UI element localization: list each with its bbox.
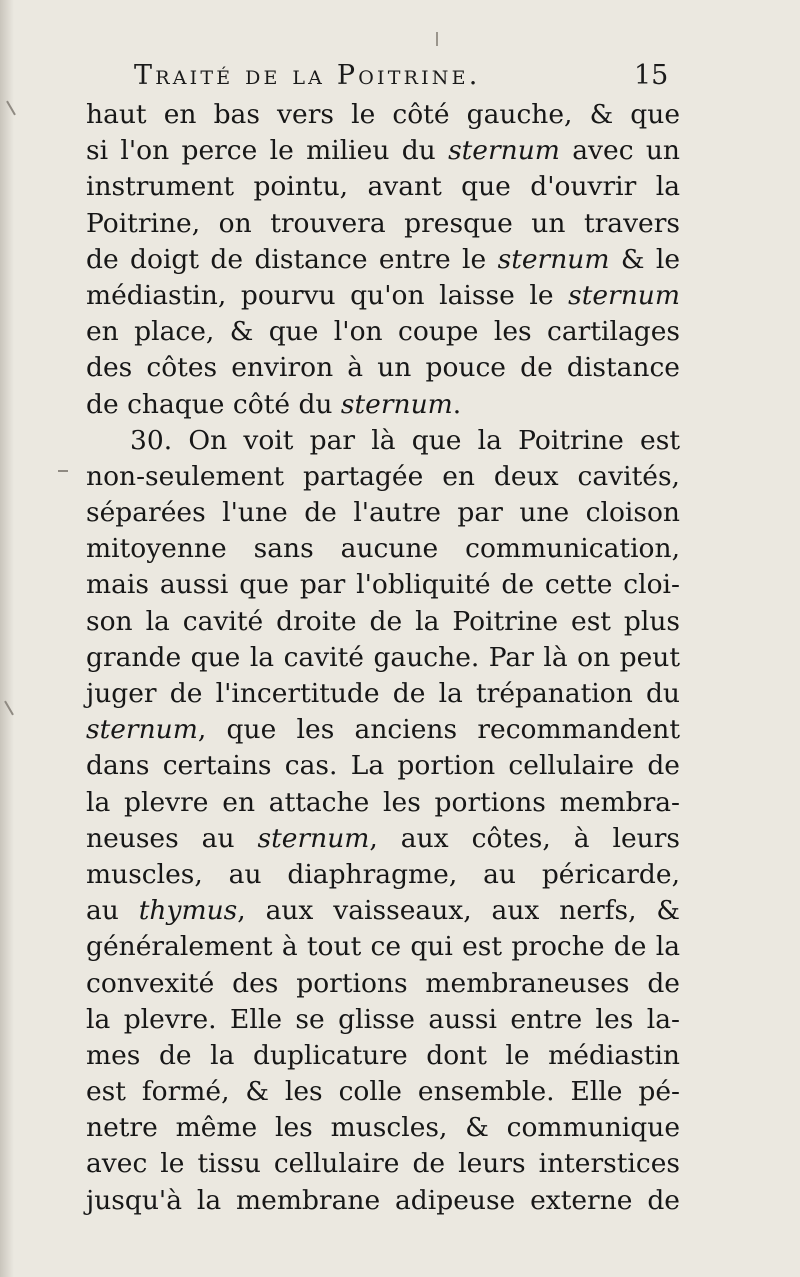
italic-term: sternum bbox=[86, 714, 198, 746]
italic-term: sternum bbox=[568, 279, 680, 311]
text-line: non-seulement partagée en deux cavités, bbox=[86, 460, 680, 492]
text-line: muscles, au diaphragme, au péricarde, bbox=[86, 858, 680, 890]
text-line: si l'on perce le milieu du sternum avec un bbox=[86, 135, 680, 167]
page-number: 15 bbox=[634, 60, 669, 91]
running-title: Traité de la Poitrine. bbox=[134, 60, 481, 91]
italic-term: sternum bbox=[340, 388, 453, 420]
italic-term: sternum bbox=[257, 822, 370, 854]
text-line: sternum, que les anciens recommandent bbox=[86, 714, 680, 746]
text-line: de doigt de distance entre le sternum & le bbox=[86, 243, 681, 275]
text-line: juger de l'incertitude de la trépanation du bbox=[86, 678, 680, 709]
text-line: instrument pointu, avant que d'ouvrir la bbox=[86, 171, 680, 203]
page-header bbox=[0, 60, 800, 100]
text-line: est formé, & les colle ensemble. Elle pé- bbox=[86, 1076, 680, 1108]
paper-fold-mark bbox=[436, 32, 438, 46]
text-line: généralement à tout ce qui est proche de la bbox=[86, 931, 680, 963]
text-line: neuses au sternum, aux côtes, à leurs bbox=[86, 822, 680, 854]
text-line: des côtes environ à un pouce de distance bbox=[86, 352, 680, 384]
text-line: netre même les muscles, & communique bbox=[86, 1112, 680, 1144]
italic-term: sternum bbox=[497, 243, 610, 275]
body-text bbox=[86, 97, 680, 1219]
text-line: de chaque côté du sternum. bbox=[86, 388, 462, 420]
text-line: mais aussi que par l'obliquité de cette cloi- bbox=[86, 569, 680, 601]
text-line: grande que la cavité gauche. Par là on peut bbox=[86, 641, 680, 673]
text-line: la plevre en attache les portions membra- bbox=[86, 786, 680, 818]
text-line: dans certains cas. La portion cellulaire de bbox=[86, 750, 680, 782]
text-line: mitoyenne sans aucune communication, bbox=[86, 533, 680, 565]
text-line: jusqu'à la membrane adipeuse externe de bbox=[86, 1184, 680, 1216]
text-line: la plevre. Elle se glisse aussi entre les la- bbox=[86, 1003, 680, 1035]
italic-term: thymus bbox=[138, 895, 238, 927]
margin-dash bbox=[58, 470, 68, 472]
paragraph-start-line: 30. On voit par là que la Poitrine est bbox=[130, 424, 680, 456]
text-line: convexité des portions membraneuses de bbox=[86, 967, 680, 999]
text-line: séparées l'une de l'autre par une cloison bbox=[86, 497, 680, 529]
text-line: médiastin, pourvu qu'on laisse le sternum bbox=[86, 279, 680, 311]
text-line: son la cavité droite de la Poitrine est plus bbox=[86, 605, 680, 637]
text-line: en place, & que l'on coupe les cartilages bbox=[86, 316, 680, 348]
text-line: avec le tissu cellulaire de leurs interstices bbox=[86, 1148, 680, 1180]
text-line: mes de la duplicature dont le médiastin bbox=[86, 1039, 680, 1071]
text-line: Poitrine, on trouvera presque un travers bbox=[86, 207, 680, 239]
gutter-shadow bbox=[0, 0, 14, 1277]
text-line: haut en bas vers le côté gauche, & que bbox=[86, 99, 680, 130]
italic-term: sternum bbox=[448, 135, 560, 167]
text-line: au thymus, aux vaisseaux, aux nerfs, & bbox=[86, 895, 680, 927]
